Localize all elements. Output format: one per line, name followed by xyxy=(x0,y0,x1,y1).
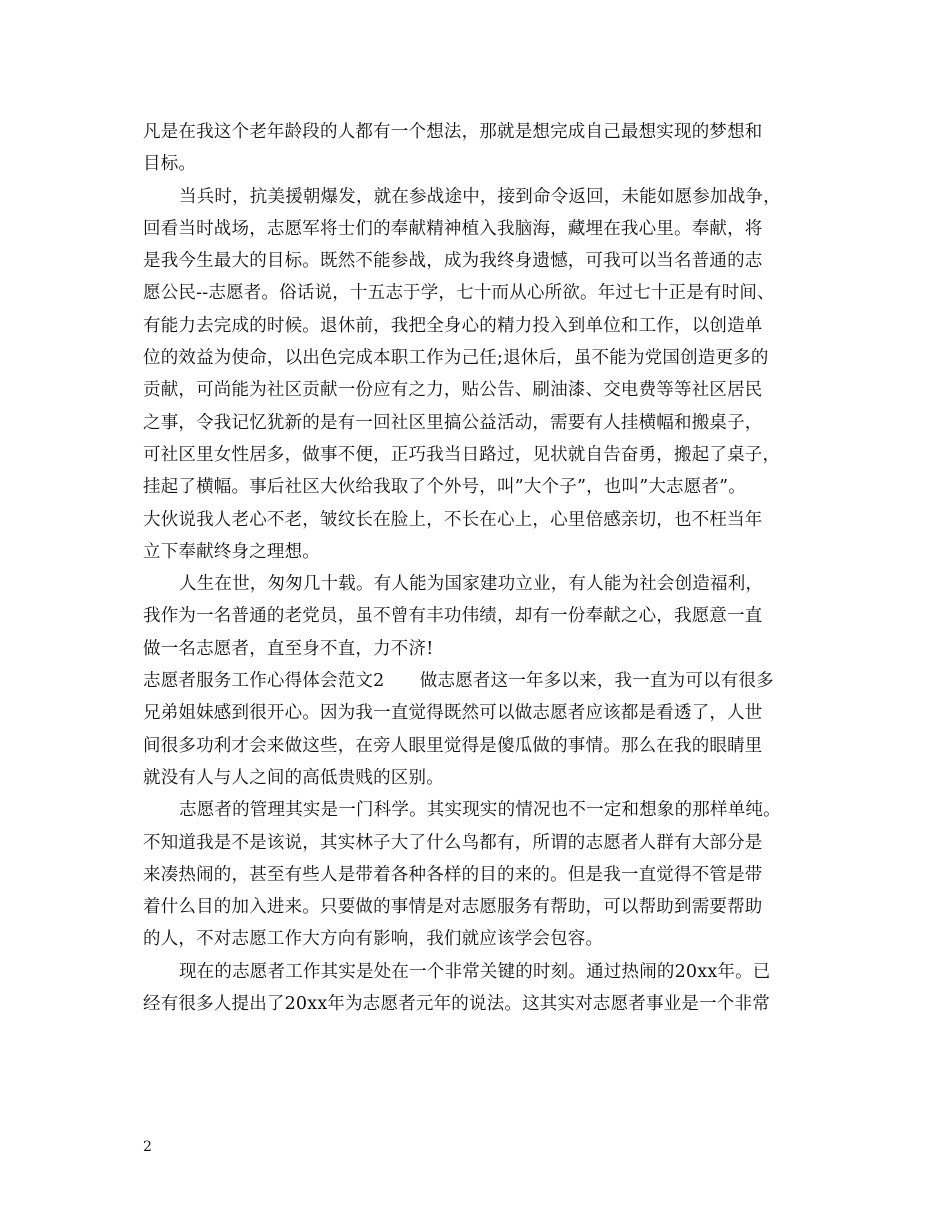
text-line: 不知道我是不是该说，其实林子大了什么鸟都有，所谓的志愿者人群有大部分是 xyxy=(143,832,763,853)
text-line: 可社区里女性居多，做事不便，正巧我当日路过，见状就自告奋勇，搬起了桌子， xyxy=(143,444,781,465)
text-line: 之事，令我记忆犹新的是有一回社区里搞公益活动，需要有人挂横幅和搬桌子， xyxy=(143,412,763,433)
paragraph-start-line: 当兵时，抗美援朝爆发，就在参战途中，接到命令返回，未能如愿参加战争， xyxy=(179,186,781,207)
text-line: 大伙说我人老心不老，皱纹长在脸上，不长在心上，心里倍感亲切，也不枉当年 xyxy=(143,509,763,530)
text-line: 凡是在我这个老年龄段的人都有一个想法，那就是想完成自己最想实现的梦想和 xyxy=(143,122,763,142)
body-text xyxy=(143,116,813,1020)
text-line: 来凑热闹的，甚至有些人是带着各种各样的目的来的。但是我一直觉得不管是带 xyxy=(143,864,763,885)
page-number: 2 xyxy=(143,1139,152,1155)
text-line: 的人，不对志愿工作大方向有影响，我们就应该学会包容。 xyxy=(143,929,604,950)
text-line: 经有很多人提出了20xx年为志愿者元年的说法。这其实对志愿者事业是一个非常 xyxy=(143,994,770,1015)
text-line: 愿公民--志愿者。俗话说，十五志于学，七十而从心所欲。年过七十正是有时间、 xyxy=(143,283,775,304)
text-line: 做一名志愿者，直至身不直，力不济! xyxy=(143,638,434,659)
text-line: 位的效益为使命，以出色完成本职工作为己任;退休后，虽不能为党国创造更多的 xyxy=(143,348,769,369)
text-line: 间很多功利才会来做这些，在旁人眼里觉得是傻瓜做的事情。那么在我的眼睛里 xyxy=(143,735,763,756)
text-line: 回看当时战场，志愿军将士们的奉献精神植入我脑海，藏埋在我心里。奉献，将 xyxy=(143,218,763,239)
text-line: 着什么目的加入进来。只要做的事情是对志愿服务有帮助，可以帮助到需要帮助 xyxy=(143,897,763,918)
text-line: 目标。 xyxy=(143,154,197,175)
text-line: 立下奉献终身之理想。 xyxy=(143,541,320,562)
paragraph-start-line: 现在的志愿者工作其实是处在一个非常关键的时刻。通过热闹的20xx年。已 xyxy=(179,961,771,982)
paragraph-start-line: 人生在世，匆匆几十载。有人能为国家建功立业，有人能为社会创造福利， xyxy=(179,574,764,595)
paragraph-start-line: 志愿者的管理其实是一门科学。其实现实的情况也不一定和想象的那样单纯。 xyxy=(179,800,781,821)
text-line: 是我今生最大的目标。既然不能参战，成为我终身遗憾，可我可以当名普通的志 xyxy=(143,251,763,272)
text-line: 我作为一名普通的老党员，虽不曾有丰功伟绩，却有一份奉献之心，我愿意一直 xyxy=(143,606,763,627)
section-title-line: 志愿者服务工作心得体会范文2 做志愿者这一年多以来，我一直为可以有很多 xyxy=(143,671,774,692)
text-line: 就没有人与人之间的高低贵贱的区别。 xyxy=(143,767,444,788)
text-line: 兄弟姐妹感到很开心。因为我一直觉得既然可以做志愿者应该都是看透了，人世 xyxy=(143,703,763,724)
text-line: 贡献，可尚能为社区贡献一份应有之力，贴公告、刷油漆、交电费等等社区居民 xyxy=(143,380,763,401)
text-line: 挂起了横幅。事后社区大伙给我取了个外号，叫”大个子”，也叫”大志愿者”。 xyxy=(143,477,746,498)
text-line: 有能力去完成的时候。退休前，我把全身心的精力投入到单位和工作，以创造单 xyxy=(143,315,763,336)
